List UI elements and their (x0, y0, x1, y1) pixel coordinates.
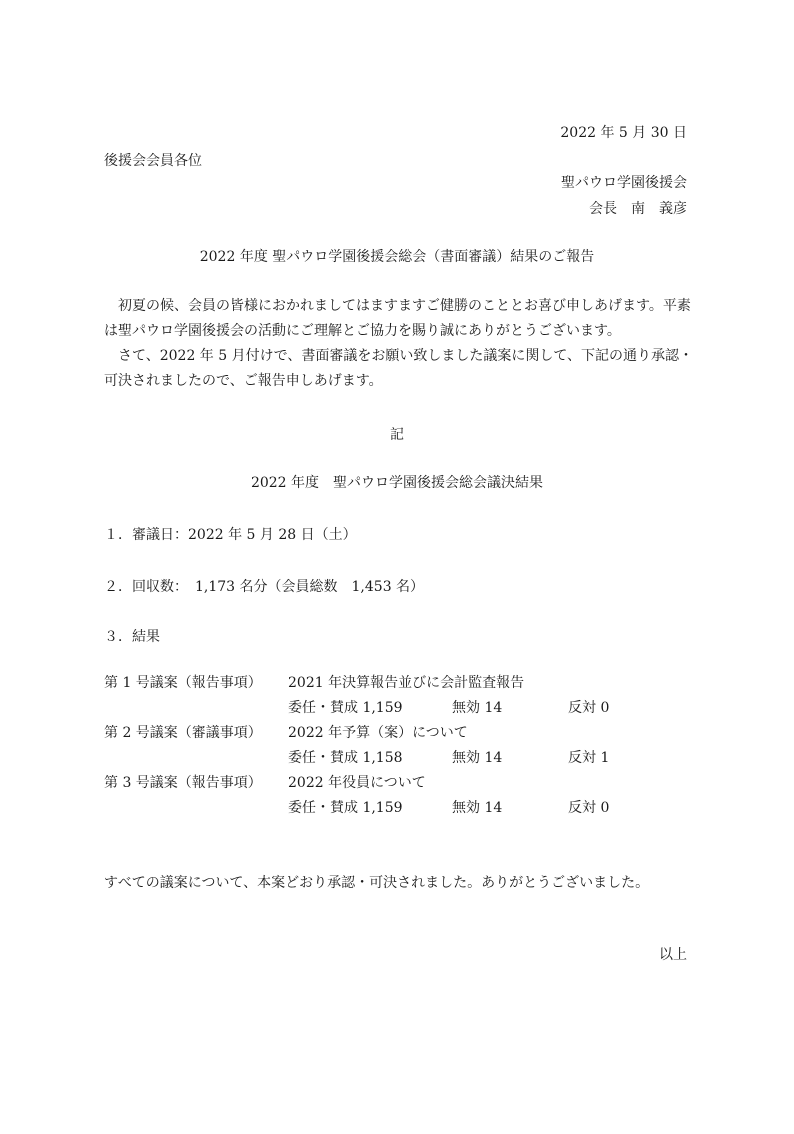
agenda-1-oppose: 反対 0 (568, 700, 610, 716)
agenda-1-invalid: 無効 14 (452, 700, 503, 716)
agenda-1-approve: 委任・賛成 1,159 (288, 700, 403, 716)
greeting-paragraph: 初夏の候、会員の皆様におかれましてはますますご健勝のこととお喜び申しあげます。平素は聖パウロ学園後援会の活動にご理解とご協力を賜り誠にありがとうございます。 (104, 298, 691, 339)
agenda-2-approve: 委任・賛成 1,158 (288, 750, 403, 766)
report-paragraph: さて、2022 年 5 月付けで、書面審議をお願い致しました議案に関して、下記の通り承認・可決されましたので、ご報告申しあげます。 (104, 348, 694, 389)
sender-name: 会長 南 義彦 (589, 201, 687, 217)
agenda-3-invalid: 無効 14 (452, 800, 503, 816)
agenda-2-invalid: 無効 14 (452, 750, 503, 766)
sender-organization: 聖パウロ学園後援会 (561, 175, 687, 191)
agenda-2-oppose: 反対 1 (568, 750, 610, 766)
agenda-3-approve: 委任・賛成 1,159 (288, 800, 403, 816)
agenda-2-subject: 2022 年予算（案）について (288, 725, 468, 741)
document-date: 2022 年 5 月 30 日 (560, 125, 687, 141)
results-title: 2022 年度 聖パウロ学園後援会総会議決結果 (250, 475, 544, 491)
agenda-1-subject: 2021 年決算報告並びに会計監査報告 (288, 675, 525, 691)
closing-statement: すべての議案について、本案どおり承認・可決されました。ありがとうございました。 (104, 875, 650, 891)
addressee: 後援会会員各位 (104, 153, 202, 169)
agenda-3-subject: 2022 年役員について (288, 775, 426, 791)
end-mark: 以上 (659, 947, 687, 963)
agenda-3-label: 第 3 号議案（報告事項） (104, 775, 262, 791)
collection-count: ２．回収数： 1,173 名分（会員総数 1,453 名） (104, 579, 425, 595)
agenda-3-oppose: 反対 0 (568, 800, 610, 816)
agenda-2-label: 第 2 号議案（審議事項） (104, 725, 262, 741)
document-title: 2022 年度 聖パウロ学園後援会総会（書面審議）結果のご報告 (199, 249, 595, 265)
ki-mark: 記 (390, 427, 404, 443)
results-heading: ３．結果 (104, 629, 160, 645)
agenda-1-label: 第 1 号議案（報告事項） (104, 675, 262, 691)
deliberation-date: １．審議日：2022 年 5 月 28 日（土） (104, 527, 357, 543)
